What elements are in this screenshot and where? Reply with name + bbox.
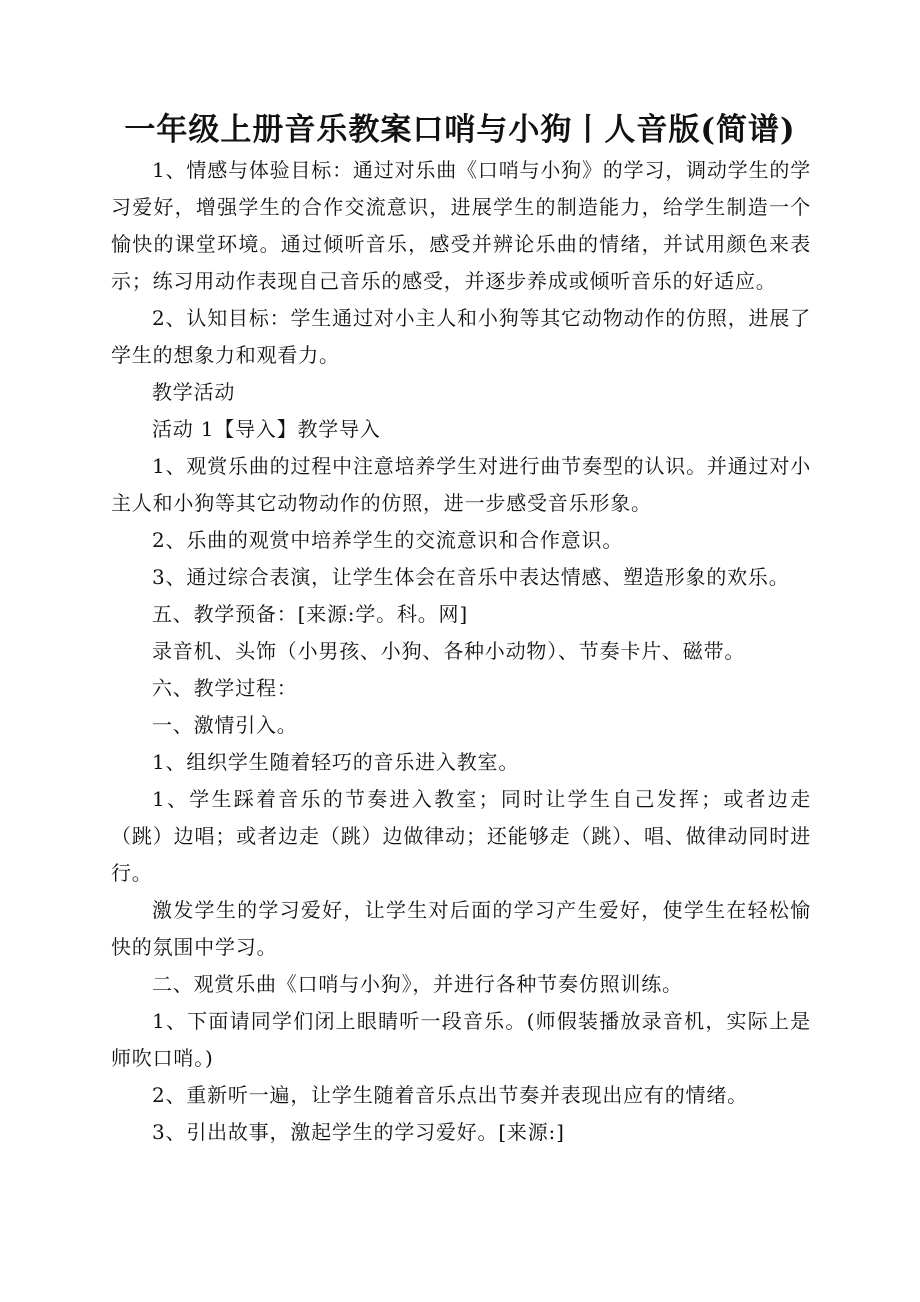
paragraph-listening-heading: 二、观赏乐曲《口哨与小狗》，并进行各种节奏仿照训练。 <box>152 972 683 996</box>
paragraph-cognitive-goal: 2、认知目标：学生通过对小主人和小狗等其它动物动作的仿照，进展了学生的想象力和观看力。 <box>111 306 811 367</box>
paragraph-rhythm-entry: 1、学生踩着音乐的节奏进入教室；同时让学生自己发挥；或者边走（跳）边唱；或者边走（跳）边做律动；还能够走（跳）、唱、做律动同时进行。 <box>111 787 811 885</box>
paragraph-preparation-heading: 五、教学预备：[来源:学。科。网] <box>152 602 468 626</box>
paragraph-enter-classroom: 1、组织学生随着轻巧的音乐进入教室。 <box>152 750 520 774</box>
paragraph-performance: 3、通过综合表演，让学生体会在音乐中表达情感、塑造形象的欢乐。 <box>152 565 790 589</box>
paragraph-story: 3、引出故事，激起学生的学习爱好。[来源:] <box>152 1120 565 1144</box>
paragraph-close-eyes: 1、下面请同学们闭上眼睛听一段音乐。(师假装播放录音机，实际上是师吹口哨。) <box>111 1009 811 1070</box>
paragraph-materials: 录音机、头饰（小男孩、小狗、各种小动物）、节奏卡片、磁带。 <box>152 639 746 663</box>
paragraph-motivation: 激发学生的学习爱好，让学生对后面的学习产生爱好，使学生在轻松愉快的氛围中学习。 <box>111 898 811 959</box>
paragraph-process-heading: 六、教学过程： <box>152 676 298 700</box>
paragraph-emotion-goal: 1、情感与体验目标：通过对乐曲《口哨与小狗》的学习，调动学生的学习爱好，增强学生的合作交流意识，进展学生的制造能力，给学生制造一个愉快的课堂环境。通过倾听音乐，感受并辨论乐曲的情绪，并试用颜色来表示；练习用动作表现自己音乐的感受，并逐步养成或倾听音乐的好适应。 <box>111 158 811 293</box>
paragraph-appreciation: 1、观赏乐曲的过程中注意培养学生对进行曲节奏型的认识。并通过对小主人和小狗等其它动物动作的仿照，进一步感受音乐形象。 <box>111 454 811 515</box>
paragraph-communication: 2、乐曲的观赏中培养学生的交流意识和合作意识。 <box>152 528 624 552</box>
document-body <box>111 152 811 1151</box>
paragraph-activity-1: 活动 1【导入】教学导入 <box>152 417 381 441</box>
paragraph-intro-heading: 一、激情引入。 <box>152 713 298 737</box>
document-title: 一年级上册音乐教案口哨与小狗丨人音版(简谱) <box>124 112 796 148</box>
paragraph-teaching-activity: 教学活动 <box>152 380 236 404</box>
paragraph-listen-again: 2、重新听一遍，让学生随着音乐点出节奏并表现出应有的情绪。 <box>152 1083 748 1107</box>
